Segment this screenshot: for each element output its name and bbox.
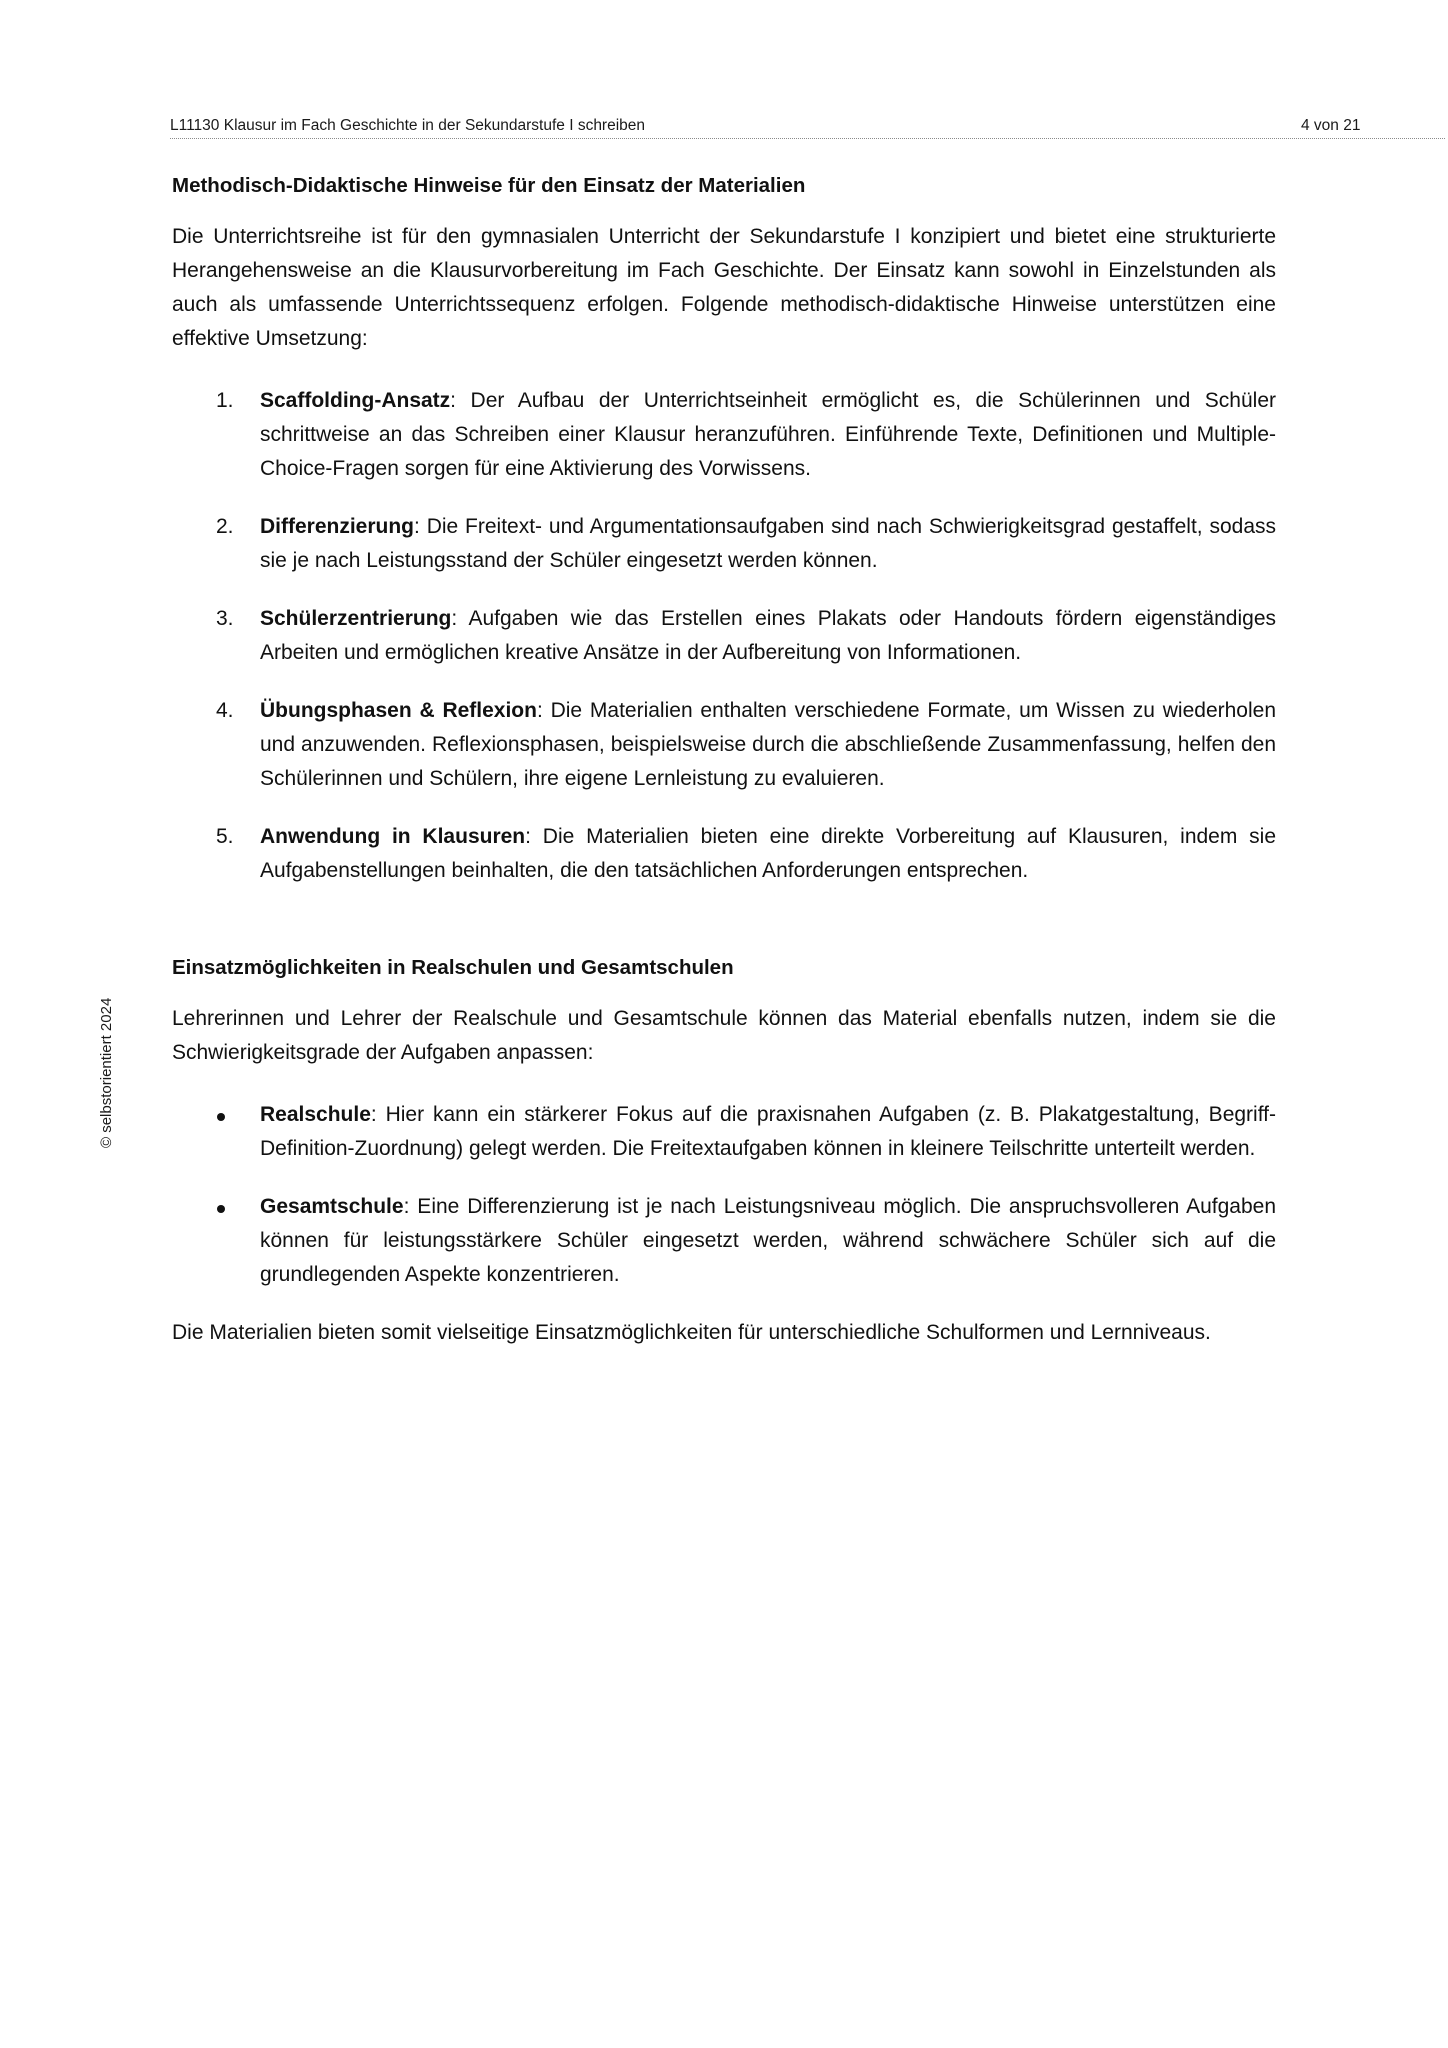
list-term: Scaffolding-Ansatz xyxy=(260,389,451,412)
list-item xyxy=(172,384,1276,486)
bullet-term: Gesamtschule xyxy=(260,1195,404,1218)
page-content xyxy=(172,172,1276,1370)
section-heading-einsatz: Einsatzmöglichkeiten in Realschulen und Gesamtschulen xyxy=(172,956,734,979)
page-number: 4 von 21 xyxy=(1301,117,1361,134)
list-text: : Die Materialien bieten eine direkte Vorbereitung auf Klausuren, indem sie Aufgabenstellungen beinhalten, die den tatsächlichen Anforderungen entsprechen. xyxy=(260,825,1277,882)
list-number: 1. xyxy=(216,389,234,412)
list-text: : Der Aufbau der Unterrichtseinheit ermöglicht es, die Schülerinnen und Schüler schrittweise an das Schreiben einer Klausur heranzuführen. Einführende Texte, Definitionen und Multiple-Choice-Fragen sorgen für eine Aktivierung des Vorwissens. xyxy=(260,389,1276,480)
list-term: Schülerzentrierung xyxy=(260,607,452,630)
list-item xyxy=(172,510,1276,578)
list-number: 2. xyxy=(216,515,234,538)
closing-paragraph: Die Materialien bieten somit vielseitige Einsatzmöglichkeiten für unterschiedliche Schulformen und Lernniveaus. xyxy=(172,1321,1211,1344)
list-term: Anwendung in Klausuren xyxy=(260,825,526,848)
bullet-text: : Hier kann ein stärkerer Fokus auf die praxisnahen Aufgaben (z. B. Plakatgestaltung, Begriff-Definition-Zuordnung) gelegt werden. Die Freitextaufgaben können in kleinere Teilschritte unterteilt werden. xyxy=(260,1103,1276,1160)
list-number: 3. xyxy=(216,607,234,630)
bullet-list xyxy=(172,1098,1276,1292)
bullet-item xyxy=(172,1098,1276,1166)
section-realschulen xyxy=(172,954,1276,1350)
list-text: : Die Freitext- und Argumentationsaufgaben sind nach Schwierigkeitsgrad gestaffelt, sodass sie je nach Leistungsstand der Schüler eingesetzt werden können. xyxy=(260,515,1276,572)
bullet-text: : Eine Differenzierung ist je nach Leistungsniveau möglich. Die anspruchsvolleren Aufgaben können für leistungsstärkere Schüler eingesetzt werden, während schwächere Schüler sich auf die grundlegenden Aspekte konzentrieren. xyxy=(260,1195,1276,1286)
bullet-icon xyxy=(217,1113,225,1121)
intro-paragraph: Die Unterrichtsreihe ist für den gymnasialen Unterricht der Sekundarstufe I konzipiert und bietet eine strukturierte Herangehensweise an die Klausurvorbereitung im Fach Geschichte. Der Einsatz kann sowohl in Einzelstunden als auch als umfassende Unterrichtssequenz erfolgen. Folgende methodisch-didaktische Hinweise unterstützen eine effektive Umsetzung: xyxy=(172,225,1276,350)
list-text: : Die Materialien enthalten verschiedene Formate, um Wissen zu wiederholen und anzuwenden. Reflexionsphasen, beispielsweise durch die abschließende Zusammenfassung, helfen den Schülerinnen und Schülern, ihre eigene Lernleistung zu evaluieren. xyxy=(260,699,1277,790)
numbered-list xyxy=(172,384,1276,888)
list-term: Übungsphasen & Reflexion xyxy=(260,699,537,722)
list-term: Differenzierung xyxy=(260,515,415,538)
section-heading-methodisch: Methodisch-Didaktische Hinweise für den Einsatz der Materialien xyxy=(172,174,806,197)
bullet-item xyxy=(172,1190,1276,1292)
list-item xyxy=(172,602,1276,670)
page-header xyxy=(170,116,1445,139)
document-title: L11130 Klausur im Fach Geschichte in der Sekundarstufe I schreiben xyxy=(170,117,646,134)
bullet-term: Realschule xyxy=(260,1103,371,1126)
list-number: 5. xyxy=(216,825,234,848)
list-item xyxy=(172,694,1276,796)
list-text: : Aufgaben wie das Erstellen eines Plakats oder Handouts fördern eigenständiges Arbeiten und ermöglichen kreative Ansätze in der Aufbereitung von Informationen. xyxy=(260,607,1276,664)
bullet-icon xyxy=(217,1205,225,1213)
copyright-notice: © selbstorientiert 2024 xyxy=(98,997,115,1148)
list-item xyxy=(172,820,1276,888)
section2-intro: Lehrerinnen und Lehrer der Realschule und Gesamtschule können das Material ebenfalls nutzen, indem sie die Schwierigkeitsgrade der Aufgaben anpassen: xyxy=(172,1007,1276,1064)
list-number: 4. xyxy=(216,699,234,722)
